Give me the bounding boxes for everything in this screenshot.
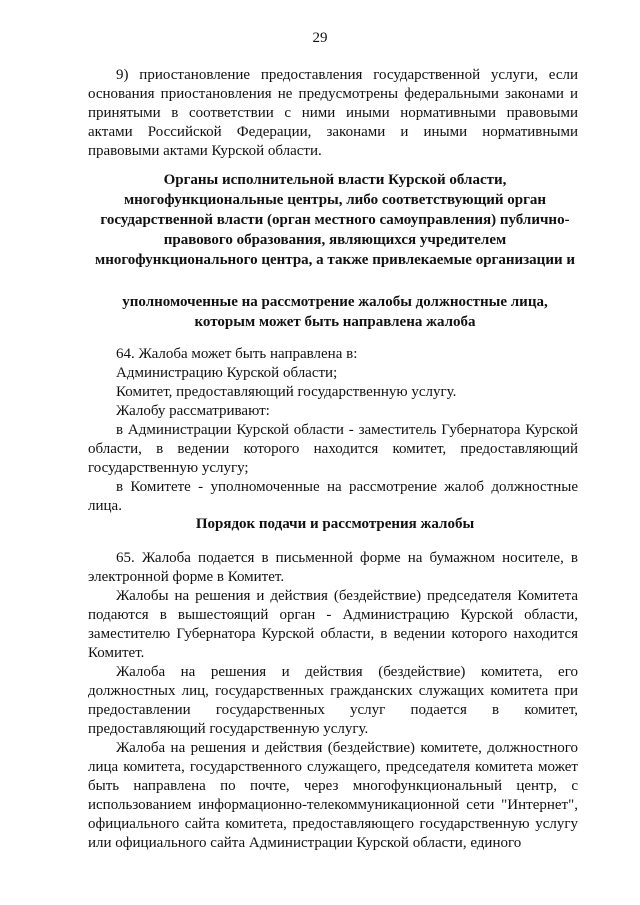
page-number: 29 <box>312 30 328 46</box>
heading-line: государственной власти (орган местного самоуправления) публично- <box>100 212 570 228</box>
p65-form: 65. Жалоба подается в письменной форме на бумажном носителе, в электронной форме в Комитет. <box>88 550 578 585</box>
p64-intro: 64. Жалоба может быть направлена в: <box>116 346 358 362</box>
item-9-text: 9) приостановление предоставления государственной услуги, если основания приостановления не предусмотрены федеральными законами и принятыми в соответствии с ними иными нормативными правовыми актами Российской Федерации, законами и иными нормативными правовыми актами Курской области. <box>88 67 578 159</box>
p65-committee-complaints: Жалоба на решения и действия (бездействие) комитета, его должностных лиц, государственных гражданских служащих комитета при предоставлении государственных услуг подается в комитет, предоставляющий государственную услугу. <box>88 664 578 737</box>
heading-line: правового образования, являющихся учредителем <box>163 232 507 248</box>
p64-admin-reviewer: в Администрации Курской области - заместитель Губернатора Курской области, в ведении которого находится комитет, предоставляющий государственную услугу; <box>88 422 578 476</box>
p65-submission-channels: Жалоба на решения и действия (бездействие) комитете, должностного лица комитета, государственного служащего, председателя комитета может быть направлена по почте, через многофункциональный центр, с использованием информационно-телекоммуникационной сети "Интернет", официального сайта комитета, предоставляющего государственную услугу или официального сайта Администрации Курской области, единого <box>88 740 578 851</box>
p64-committee-reviewer: в Комитете - уполномоченные на рассмотрение жалоб должностные лица. <box>88 479 578 514</box>
p64-item-committee: Комитет, предоставляющий государственную услугу. <box>116 384 457 400</box>
p65-chairman-complaints: Жалобы на решения и действия (бездействие) председателя Комитета подаются в вышестоящий орган - Администрацию Курской области, заместителю Губернатора Курской области, в ведении которого находится Комитет. <box>88 588 578 661</box>
heading-line: многофункционального центра, а также привлекаемые организации и <box>95 252 575 268</box>
section-heading-bodies <box>80 170 590 270</box>
paragraph-65 <box>88 549 578 853</box>
section-heading-officials <box>80 292 590 332</box>
heading-line: Органы исполнительной власти Курской области, <box>163 172 507 188</box>
p64-considered: Жалобу рассматривают: <box>116 403 270 419</box>
section-heading-procedure: Порядок подачи и рассмотрения жалобы <box>195 516 475 532</box>
p64-item-admin: Администрацию Курской области; <box>116 365 338 381</box>
item-9-paragraph <box>88 66 578 161</box>
heading-line: которым может быть направлена жалоба <box>194 314 476 330</box>
heading-line: уполномоченные на рассмотрение жалобы должностные лица, <box>122 294 548 310</box>
paragraph-64 <box>88 345 578 516</box>
heading-line: многофункциональные центры, либо соответствующий орган <box>123 192 547 208</box>
